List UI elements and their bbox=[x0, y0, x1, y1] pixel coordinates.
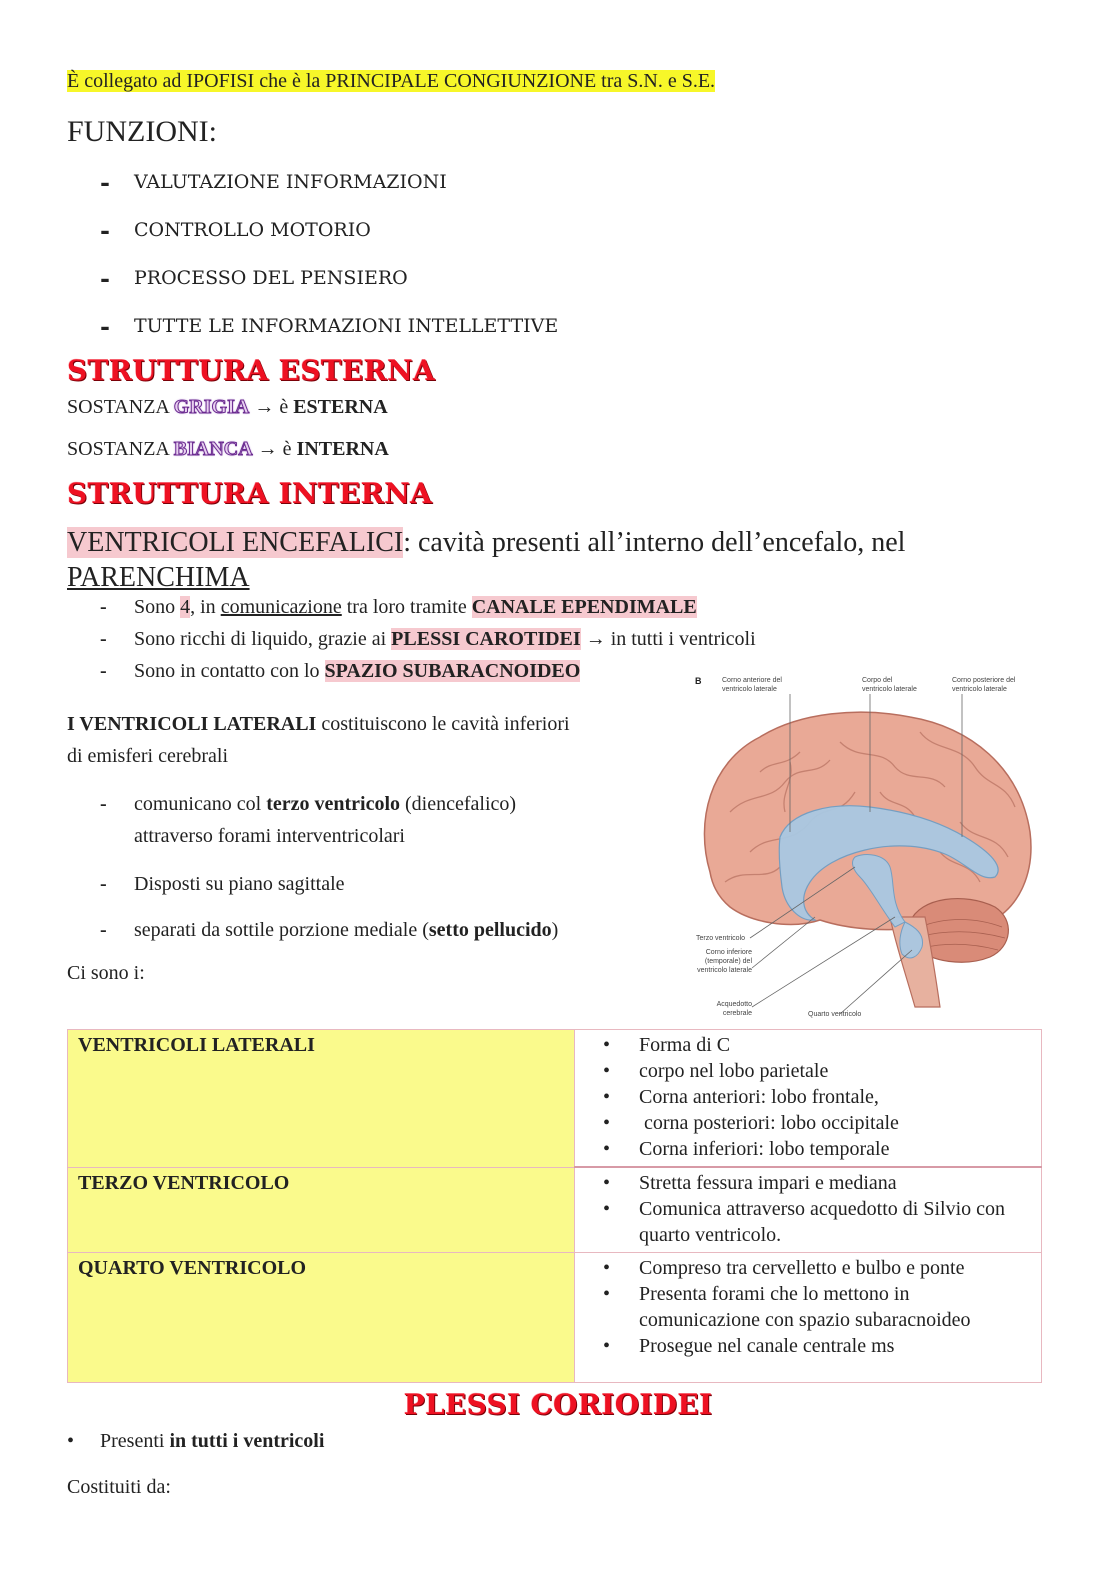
list-item: - CONTROLLO MOTORIO bbox=[100, 216, 371, 245]
bianca-word: BIANCA bbox=[173, 438, 253, 460]
list-item: • Compreso tra cervelletto e bulbo e ponte bbox=[599, 1255, 1033, 1281]
costituiti-text: Costituiti da: bbox=[67, 1476, 171, 1498]
label-acquedotto: Acquedotto cerebrale bbox=[716, 1001, 752, 1017]
dash-bullet: - bbox=[100, 216, 110, 245]
list-item: - PROCESSO DEL PENSIERO bbox=[100, 264, 408, 293]
list-item: - Disposti su piano sagittale bbox=[100, 873, 345, 895]
plessi-heading: PLESSI CORIOIDEI bbox=[403, 1388, 713, 1421]
label-corpo: Corpo del ventricolo laterale bbox=[862, 677, 917, 693]
ventricoli-table bbox=[67, 1029, 1042, 1383]
table-row bbox=[68, 1167, 1042, 1253]
label-quarto: Quarto ventricolo bbox=[808, 1011, 862, 1018]
ci-sono-text: Ci sono i: bbox=[67, 962, 145, 984]
table-row bbox=[68, 1030, 1042, 1168]
list-item: - VALUTAZIONE INFORMAZIONI bbox=[100, 168, 447, 197]
table-cell-items bbox=[575, 1030, 1042, 1168]
intro-highlight: È collegato ad IPOFISI che è la PRINCIPALE CONGIUNZIONE tra S.N. e S.E. bbox=[67, 70, 716, 92]
sostanza-grigia-line: SOSTANZA GRIGIA → è ESTERNA bbox=[67, 396, 388, 418]
list-item: • corpo nel lobo parietale bbox=[599, 1058, 1033, 1084]
list-item: - comunicano col terzo ventricolo (diencefalico) attraverso forami interventricolari bbox=[100, 793, 517, 847]
parenchima-word: PARENCHIMA bbox=[67, 562, 250, 593]
dash-bullet: - bbox=[100, 312, 110, 341]
panel-letter: B bbox=[695, 676, 702, 686]
label-terzo: Terzo ventricolo bbox=[696, 935, 746, 942]
grigia-word: GRIGIA bbox=[173, 396, 250, 418]
list-item: • corna posteriori: lobo occipitale bbox=[599, 1110, 1033, 1136]
list-item: - Sono ricchi di liquido, grazie ai PLESSI CAROTIDEI → in tutti i ventricoli bbox=[100, 628, 756, 650]
table-cell-name: VENTRICOLI LATERALI bbox=[68, 1030, 575, 1168]
struttura-interna-heading: STRUTTURA INTERNA bbox=[67, 477, 433, 510]
ventricoli-term: VENTRICOLI ENCEFALICI bbox=[67, 527, 404, 558]
list-item: • Prosegue nel canale centrale ms bbox=[599, 1333, 1033, 1359]
list-item: • Stretta fessura impari e mediana bbox=[599, 1170, 1033, 1196]
dash-bullet: - bbox=[100, 168, 110, 197]
list-item: • Presenta forami che lo mettono in comunicazione con spazio subaracnoideo bbox=[599, 1281, 1033, 1333]
label-corno-posteriore: Corno posteriore del ventricolo laterale bbox=[952, 677, 1016, 693]
table-cell-items bbox=[575, 1167, 1042, 1253]
table-row bbox=[68, 1253, 1042, 1383]
table-cell-items bbox=[575, 1253, 1042, 1383]
ventricoli-definition: VENTRICOLI ENCEFALICI: cavità presenti all’interno dell’encefalo, nel bbox=[67, 527, 906, 558]
intro-line bbox=[67, 68, 715, 94]
list-item: - separati da sottile porzione mediale (setto pellucido) bbox=[100, 919, 559, 941]
list-item: - Sono 4, in comunicazione tra loro tramite CANALE EPENDIMALE bbox=[100, 596, 697, 618]
list-item: • Comunica attraverso acquedotto di Silvio con quarto ventricolo. bbox=[599, 1196, 1033, 1248]
struttura-esterna-heading: STRUTTURA ESTERNA bbox=[67, 354, 436, 387]
label-corno-anteriore: Corno anteriore del ventricolo laterale bbox=[722, 677, 782, 693]
list-item: • Forma di C bbox=[599, 1032, 1033, 1058]
list-item: - TUTTE LE INFORMAZIONI INTELLETTIVE bbox=[100, 312, 559, 341]
laterali-paragraph: I VENTRICOLI LATERALI costituiscono le cavità inferiori di emisferi cerebrali bbox=[67, 713, 570, 767]
dash-bullet: - bbox=[100, 264, 110, 293]
label-corno-inferiore: Corno inferiore (temporale) del ventricolo laterale bbox=[697, 949, 752, 974]
table-cell-name: QUARTO VENTRICOLO bbox=[68, 1253, 575, 1383]
list-item: - Sono in contatto con lo SPAZIO SUBARACNOIDEO bbox=[100, 660, 581, 682]
sostanza-bianca-line: SOSTANZA BIANCA → è INTERNA bbox=[67, 438, 389, 460]
list-item: • Corna anteriori: lobo frontale, bbox=[599, 1084, 1033, 1110]
brain-figure bbox=[690, 672, 1040, 1022]
list-item: • Corna inferiori: lobo temporale bbox=[599, 1136, 1033, 1162]
table-cell-name: TERZO VENTRICOLO bbox=[68, 1167, 575, 1253]
funzioni-title: FUNZIONI: bbox=[67, 115, 217, 148]
